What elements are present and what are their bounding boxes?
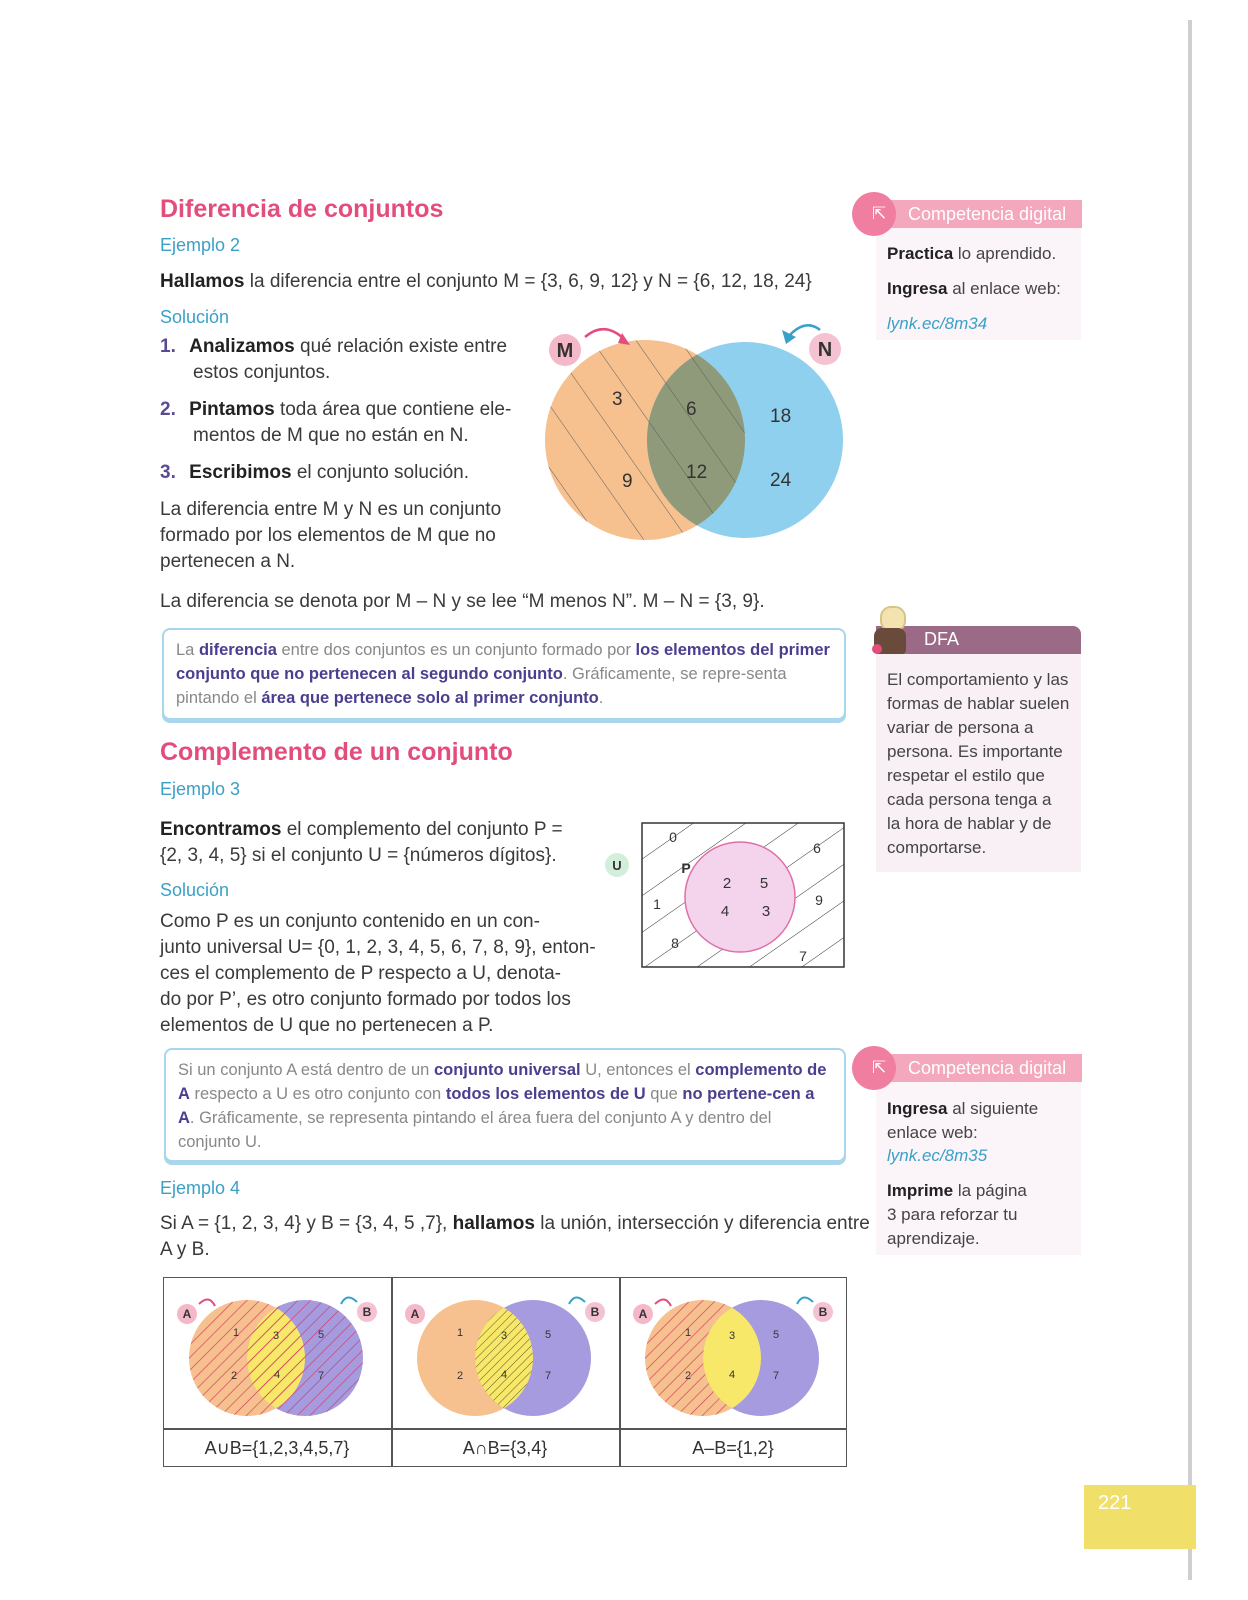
- venn-element: 2: [685, 1370, 692, 1382]
- venn-element: 5: [759, 875, 769, 892]
- venn-element: 3: [612, 389, 623, 410]
- difference-notation: La diferencia se denota por M – N y se lee “M menos N”. M – N = {3, 9}.: [160, 591, 765, 612]
- venn-element: 7: [773, 1370, 780, 1382]
- label-a: A: [638, 1307, 648, 1321]
- arrow-b-icon: [569, 1297, 585, 1304]
- caption-intersection: A∩B={3,4}: [462, 1438, 548, 1458]
- venn-diagram-u-p: [600, 815, 850, 975]
- venn-element: 12: [686, 462, 708, 483]
- step-1: [160, 334, 530, 386]
- paragraph-line: ces el complemento de P respecto a U, denota-: [160, 963, 561, 984]
- venn-element: 1: [233, 1327, 240, 1339]
- example-3-statement: [160, 817, 580, 869]
- def-bold: complemento de A: [178, 1061, 827, 1103]
- paragraph-line: pertenecen a N.: [160, 551, 296, 572]
- definition-box-complement: [164, 1048, 846, 1162]
- section-title-complemento: Complemento de un conjunto: [160, 738, 513, 766]
- def-bold: los elementos del primer conjunto que no pertenecen al segundo conjunto: [176, 641, 830, 683]
- competencia-digital-pill-2: [860, 1054, 1082, 1082]
- example-3-label: Ejemplo 3: [160, 779, 241, 799]
- def-bold: área que pertenece solo al primer conjunto: [261, 689, 599, 707]
- step-verb: Analizamos: [189, 336, 295, 357]
- link-8m34[interactable]: lynk.ec/8m34: [887, 314, 988, 333]
- label-a: A: [182, 1307, 192, 1321]
- venn-element: 6: [686, 399, 697, 420]
- def-text: Si un conjunto A está dentro de un: [178, 1061, 434, 1079]
- venn-element: 4: [274, 1369, 281, 1381]
- set-p-circle: [685, 842, 795, 952]
- venn-element: 3: [273, 1330, 280, 1342]
- venn-difference: [621, 1280, 846, 1426]
- step-text: el conjunto solución.: [291, 462, 470, 483]
- caption-difference: A–B={1,2}: [692, 1438, 774, 1458]
- sidebar-bold: Ingresa: [887, 279, 948, 298]
- example-4-label: Ejemplo 4: [160, 1178, 241, 1198]
- venn-element: 5: [545, 1329, 552, 1341]
- page-number-tab: [1084, 1485, 1196, 1549]
- dfa-line: respetar el estilo que: [887, 766, 1045, 785]
- venn-element: 24: [770, 470, 792, 491]
- example-2-statement: [160, 269, 812, 295]
- paragraph-line: formado por los elementos de M que no: [160, 525, 496, 546]
- def-text: respecto a U es otro conjunto con: [189, 1085, 446, 1103]
- arrow-b-icon: [341, 1297, 357, 1304]
- def-bold: conjunto universal: [433, 1061, 581, 1079]
- paragraph-line: junto universal U= {0, 1, 2, 3, 4, 5, 6, 7, 8, 9}, enton-: [160, 937, 596, 958]
- example-2-label: Ejemplo 2: [160, 235, 241, 255]
- label-a: A: [410, 1307, 420, 1321]
- sidebar-text: al siguiente: [947, 1099, 1039, 1118]
- def-text: que: [645, 1085, 683, 1103]
- competencia-digital-pill-1: [860, 200, 1082, 228]
- dfa-line: formas de hablar suelen: [887, 694, 1070, 713]
- venn-element: 7: [799, 948, 807, 964]
- dfa-character-icon: [872, 606, 908, 656]
- venn-element: 4: [729, 1369, 736, 1381]
- step-verb: Pintamos: [189, 399, 275, 420]
- caption-union: A∪B={1,2,3,4,5,7}: [204, 1438, 350, 1458]
- venn-element: 4: [501, 1369, 508, 1381]
- pill-label: Competencia digital: [908, 1058, 1067, 1078]
- solution-label: Solución: [160, 307, 230, 327]
- label-p: P: [681, 860, 691, 876]
- dfa-line: variar de persona a: [887, 718, 1034, 737]
- def-bold: diferencia: [198, 641, 277, 659]
- venn-intersection: [393, 1280, 618, 1426]
- union-hatch-b: [247, 1300, 363, 1416]
- sidebar-box-digital-1: [876, 226, 1081, 340]
- statement-text: la unión, intersección y diferencia entre: [534, 1213, 870, 1234]
- label-b: B: [590, 1305, 600, 1319]
- dfa-line: la hora de hablar y de: [887, 814, 1052, 833]
- venn-element: 6: [813, 840, 821, 856]
- link-8m35[interactable]: lynk.ec/8m35: [887, 1146, 988, 1165]
- def-text: La: [176, 641, 199, 659]
- arrow-a-icon: [199, 1299, 215, 1306]
- venn-element: 18: [770, 406, 792, 427]
- venn-element: 0: [669, 829, 677, 845]
- complement-paragraph: [160, 909, 596, 1039]
- sidebar-line: enlace web:: [887, 1123, 978, 1142]
- paragraph-line: La diferencia entre M y N es un conjunto: [160, 499, 502, 520]
- pill-label: Competencia digital: [908, 204, 1067, 224]
- def-bold: todos los elementos de U: [445, 1085, 646, 1103]
- step-text-2: estos conjuntos.: [193, 362, 331, 383]
- venn-element: 7: [318, 1370, 325, 1382]
- step-text: qué relación existe entre: [294, 336, 508, 357]
- venn-element: 1: [457, 1327, 464, 1339]
- dfa-line: comportarse.: [887, 838, 987, 857]
- step-number: 2.: [160, 399, 176, 420]
- sidebar-line: [887, 277, 1061, 301]
- page-edge: [1188, 20, 1192, 1580]
- label-u: U: [612, 858, 622, 873]
- venn-union: [165, 1280, 390, 1426]
- venn-element: 5: [318, 1329, 325, 1341]
- sidebar-line: [887, 1097, 1038, 1121]
- sidebar-box-dfa: [876, 652, 1081, 872]
- step-2: [160, 397, 530, 449]
- solution-label-2: Solución: [160, 880, 230, 900]
- def-text: entre dos conjuntos es un conjunto formado por: [276, 641, 636, 659]
- arrow-n-icon: [788, 325, 820, 337]
- venn-element: 1: [685, 1327, 692, 1339]
- def-text: U, entonces el: [580, 1061, 696, 1079]
- venn-diagram-m-n: [530, 315, 860, 550]
- sidebar-bold: Practica: [887, 244, 954, 263]
- statement-verb: Encontramos: [160, 819, 282, 840]
- statement-text: Si A = {1, 2, 3, 4} y B = {3, 4, 5 ,7},: [160, 1213, 453, 1234]
- statement-text: la diferencia entre el conjunto M = {3, 6, 9, 12} y N = {6, 12, 18, 24}: [244, 271, 812, 292]
- statement-text-2: A y B.: [160, 1239, 210, 1260]
- label-b: B: [818, 1305, 828, 1319]
- venn-element: 9: [815, 892, 823, 908]
- venn-element: 5: [773, 1329, 780, 1341]
- label-m: M: [556, 340, 574, 362]
- dfa-line: El comportamiento y las: [887, 670, 1069, 689]
- venn-element: 4: [720, 903, 730, 920]
- step-verb: Escribimos: [189, 462, 292, 483]
- sidebar-line: [887, 242, 1056, 266]
- label-n: N: [817, 339, 833, 361]
- step-number: 1.: [160, 336, 176, 357]
- sidebar-bold: Imprime: [887, 1181, 954, 1200]
- dfa-label: DFA: [924, 629, 960, 649]
- sidebar-line: 3 para reforzar tu: [887, 1205, 1018, 1224]
- venn-element: 8: [671, 935, 679, 951]
- venn-element: 7: [545, 1370, 552, 1382]
- paragraph-line: Como P es un conjunto contenido en un con-: [160, 911, 540, 932]
- dfa-line: persona. Es importante: [887, 742, 1063, 761]
- label-b: B: [362, 1305, 372, 1319]
- step-number: 3.: [160, 462, 176, 483]
- arrow-m-icon: [585, 329, 625, 340]
- def-bold: no pertene-cen a A: [178, 1085, 815, 1127]
- section-title-diferencia: Diferencia de conjuntos: [160, 195, 444, 223]
- dfa-line: cada persona tenga a: [887, 790, 1052, 809]
- statement-text: el complemento del conjunto P =: [281, 819, 563, 840]
- venn-element: 3: [501, 1330, 508, 1342]
- venn-element: 2: [722, 875, 732, 892]
- statement-text-2: {2, 3, 4, 5} si el conjunto U = {números dígitos}.: [160, 845, 557, 866]
- statement-verb: Hallamos: [160, 271, 245, 292]
- statement-verb: hallamos: [452, 1213, 535, 1234]
- venn-element: 2: [231, 1370, 238, 1382]
- step-text: toda área que contiene ele-: [274, 399, 512, 420]
- def-text: . Gráficamente, se representa pintando el área fuera del conjunto A y dentro del conjunto U.: [178, 1109, 772, 1151]
- sidebar-box-digital-2: [876, 1080, 1081, 1255]
- paragraph-line: do por P’, es otro conjunto formado por todos los: [160, 989, 571, 1010]
- venn-element: 1: [653, 896, 661, 912]
- sidebar-line: [887, 1179, 1027, 1203]
- step-3: [160, 460, 530, 486]
- sidebar-bold: Ingresa: [887, 1099, 948, 1118]
- venn-element: 2: [457, 1370, 464, 1382]
- venn-element: 9: [622, 471, 633, 492]
- venn-element: 3: [729, 1330, 736, 1342]
- sidebar-text: lo aprendido.: [953, 244, 1057, 263]
- difference-paragraph: [160, 497, 530, 575]
- definition-box-difference: [162, 628, 846, 720]
- paragraph-line: elementos de U que no pertenecen a P.: [160, 1015, 494, 1036]
- example-4-statement: [160, 1211, 870, 1263]
- sidebar-text: al enlace web:: [947, 279, 1061, 298]
- def-text: .: [598, 689, 604, 707]
- def-text: . Gráficamente, se repre-senta pintando el: [176, 665, 787, 707]
- venn-element: 3: [761, 903, 771, 920]
- sidebar-text: la página: [953, 1181, 1027, 1200]
- cursor-glyph: ⇱: [872, 1058, 887, 1077]
- step-text-2: mentos de M que no están en N.: [193, 425, 469, 446]
- cursor-glyph: ⇱: [872, 204, 887, 223]
- page-number: 221: [1098, 1492, 1132, 1514]
- sidebar-line: aprendizaje.: [887, 1229, 980, 1248]
